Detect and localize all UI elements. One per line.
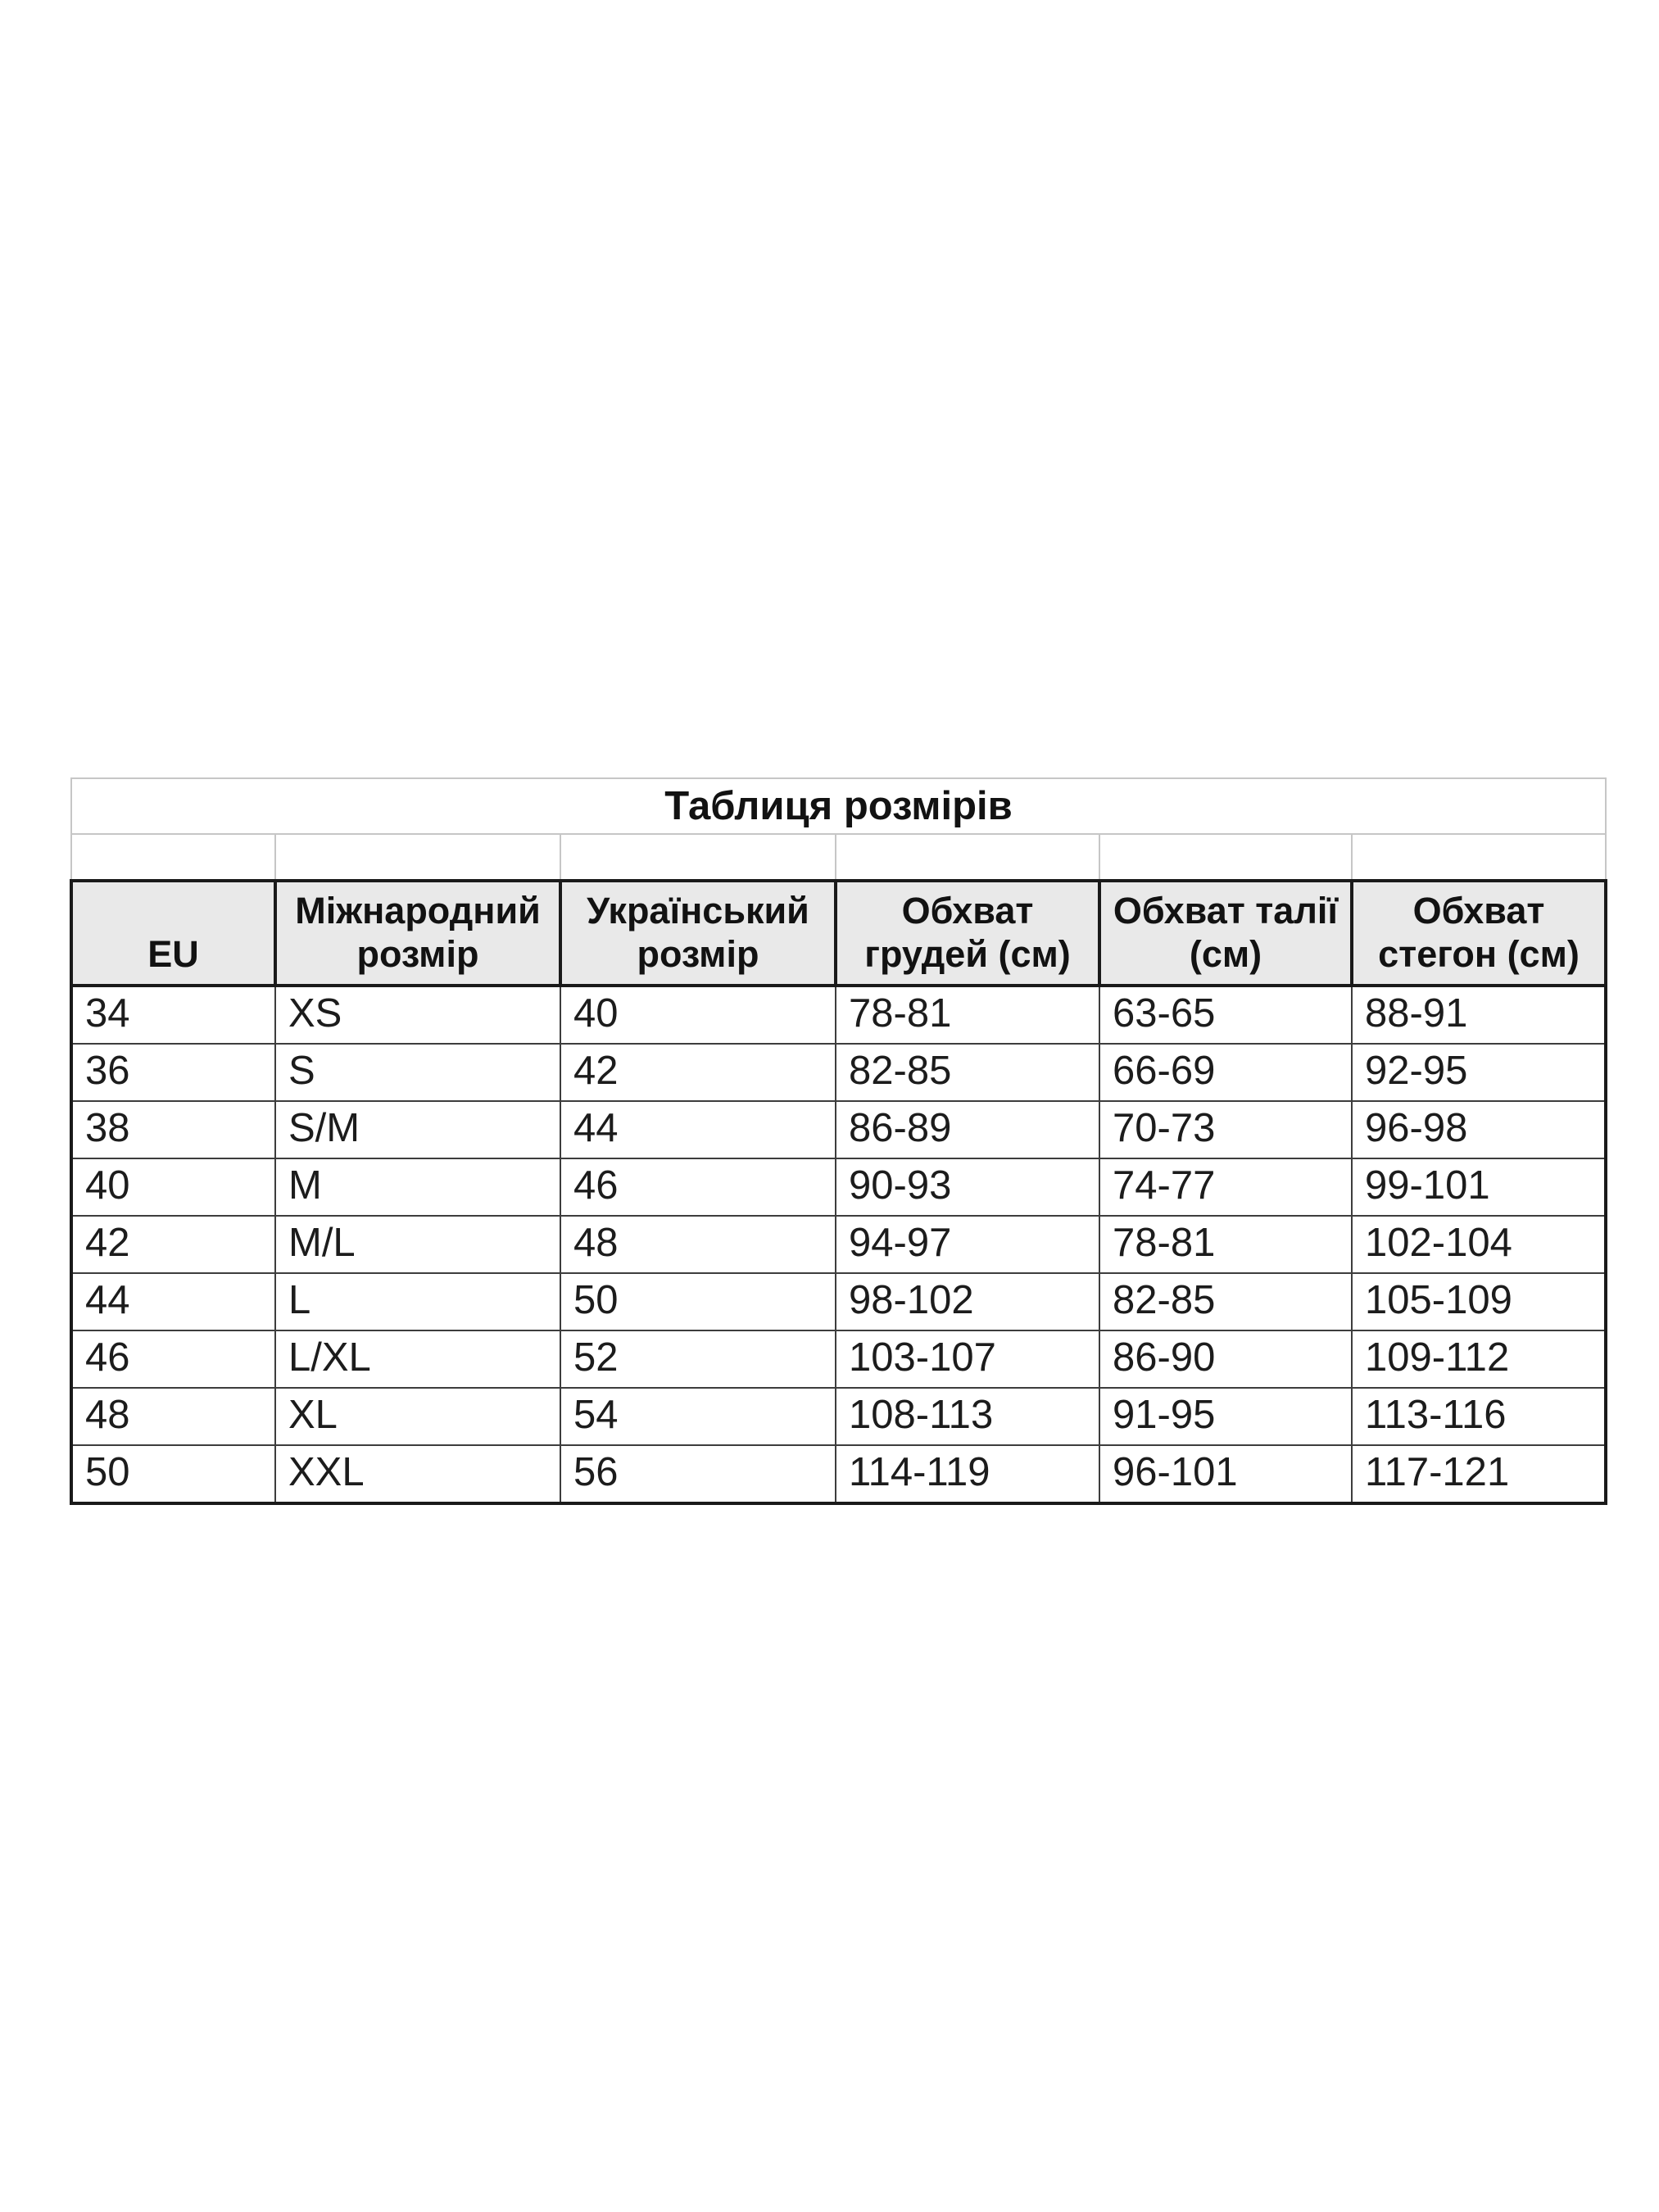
size-cell-hips: 105-109	[1352, 1273, 1606, 1330]
size-cell-waist: 74-77	[1099, 1158, 1352, 1216]
table-row	[71, 986, 1606, 1044]
spacer-cell	[275, 834, 560, 881]
size-cell-international: L/XL	[275, 1330, 560, 1388]
header-line: Обхват талії	[1113, 890, 1339, 931]
spacer-cell	[1352, 834, 1606, 881]
size-cell-international: XL	[275, 1388, 560, 1445]
size-cell-international: L	[275, 1273, 560, 1330]
spacer-cell	[560, 834, 836, 881]
table-row	[71, 1158, 1606, 1216]
size-cell-ukrainian: 50	[560, 1273, 836, 1330]
column-header-eu	[71, 881, 275, 986]
header-line: Міжнародний	[295, 890, 541, 931]
size-cell-eu: 46	[71, 1330, 275, 1388]
size-cell-eu: 42	[71, 1216, 275, 1273]
size-cell-ukrainian: 42	[560, 1044, 836, 1101]
size-cell-waist: 66-69	[1099, 1044, 1352, 1101]
size-cell-hips: 96-98	[1352, 1101, 1606, 1158]
size-cell-chest: 78-81	[836, 986, 1099, 1044]
size-cell-ukrainian: 52	[560, 1330, 836, 1388]
size-cell-hips: 113-116	[1352, 1388, 1606, 1445]
size-cell-waist: 82-85	[1099, 1273, 1352, 1330]
size-cell-ukrainian: 46	[560, 1158, 836, 1216]
column-header-hips	[1352, 881, 1606, 986]
size-cell-chest: 98-102	[836, 1273, 1099, 1330]
table-row	[71, 1445, 1606, 1503]
size-cell-international: XS	[275, 986, 560, 1044]
header-line: EU	[147, 933, 199, 975]
size-cell-waist: 96-101	[1099, 1445, 1352, 1503]
size-cell-hips: 99-101	[1352, 1158, 1606, 1216]
header-line: грудей (см)	[864, 933, 1071, 975]
header-line: розмір	[637, 933, 759, 975]
size-cell-hips: 88-91	[1352, 986, 1606, 1044]
column-header-chest	[836, 881, 1099, 986]
column-header-waist	[1099, 881, 1352, 986]
size-cell-international: M/L	[275, 1216, 560, 1273]
table-spacer-row	[71, 834, 1606, 881]
size-cell-hips: 117-121	[1352, 1445, 1606, 1503]
column-header-ukrainian-size	[560, 881, 836, 986]
size-cell-eu: 40	[71, 1158, 275, 1216]
size-cell-waist: 86-90	[1099, 1330, 1352, 1388]
table-row	[71, 1101, 1606, 1158]
size-cell-international: S	[275, 1044, 560, 1101]
size-cell-chest: 114-119	[836, 1445, 1099, 1503]
size-cell-waist: 70-73	[1099, 1101, 1352, 1158]
size-cell-chest: 82-85	[836, 1044, 1099, 1101]
table-header-row	[71, 881, 1606, 986]
size-cell-eu: 38	[71, 1101, 275, 1158]
size-cell-hips: 102-104	[1352, 1216, 1606, 1273]
size-cell-waist: 91-95	[1099, 1388, 1352, 1445]
size-cell-international: S/M	[275, 1101, 560, 1158]
size-cell-waist: 63-65	[1099, 986, 1352, 1044]
size-cell-eu: 48	[71, 1388, 275, 1445]
size-cell-international: M	[275, 1158, 560, 1216]
table-title-row	[71, 778, 1606, 834]
table-row	[71, 1216, 1606, 1273]
table-row	[71, 1044, 1606, 1101]
header-line: стегон (см)	[1378, 933, 1580, 975]
header-line: Обхват	[1412, 890, 1545, 931]
table-row	[71, 1388, 1606, 1445]
size-cell-eu: 34	[71, 986, 275, 1044]
size-cell-ukrainian: 40	[560, 986, 836, 1044]
header-line: (см)	[1189, 933, 1262, 975]
size-cell-international: XXL	[275, 1445, 560, 1503]
header-line: Обхват	[901, 890, 1034, 931]
size-cell-chest: 103-107	[836, 1330, 1099, 1388]
size-cell-ukrainian: 54	[560, 1388, 836, 1445]
spacer-cell	[836, 834, 1099, 881]
size-cell-ukrainian: 48	[560, 1216, 836, 1273]
size-cell-ukrainian: 56	[560, 1445, 836, 1503]
size-cell-chest: 108-113	[836, 1388, 1099, 1445]
size-cell-hips: 92-95	[1352, 1044, 1606, 1101]
table-row	[71, 1273, 1606, 1330]
size-cell-eu: 50	[71, 1445, 275, 1503]
size-cell-chest: 94-97	[836, 1216, 1099, 1273]
table-row	[71, 1330, 1606, 1388]
header-line: Український	[587, 890, 809, 931]
size-cell-waist: 78-81	[1099, 1216, 1352, 1273]
spacer-cell	[1099, 834, 1352, 881]
header-line: розмір	[356, 933, 479, 975]
size-cell-hips: 109-112	[1352, 1330, 1606, 1388]
size-table	[70, 777, 1607, 1505]
size-cell-eu: 44	[71, 1273, 275, 1330]
spacer-cell	[71, 834, 275, 881]
size-cell-chest: 90-93	[836, 1158, 1099, 1216]
table-title: Таблиця розмірів	[71, 778, 1606, 834]
column-header-international-size	[275, 881, 560, 986]
size-cell-ukrainian: 44	[560, 1101, 836, 1158]
size-cell-chest: 86-89	[836, 1101, 1099, 1158]
size-cell-eu: 36	[71, 1044, 275, 1101]
